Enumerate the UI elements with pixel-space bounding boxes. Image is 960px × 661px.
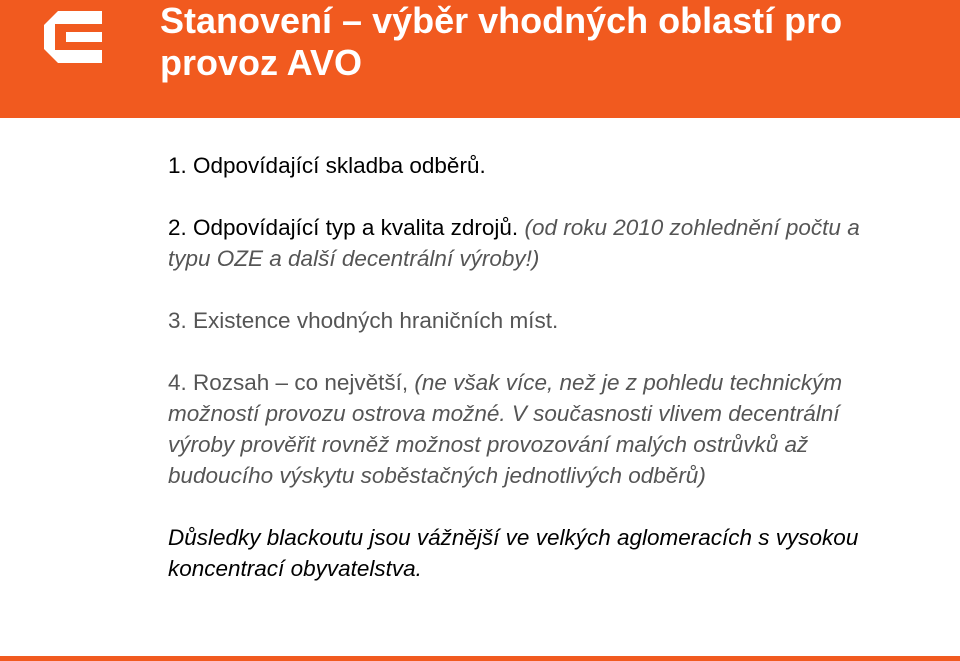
list-item-4-note: (ne však více, než je z pohledu technickým možností provozu ostrova možné. V současnosti vlivem decentrální výroby prověřit rovněž možnost provozování malých ostrůvků až budoucího výskytu soběstačných jednotlivých odběrů) xyxy=(168,370,843,488)
list-item-2-text: 2. Odpovídající typ a kvalita zdrojů. xyxy=(168,215,519,240)
list-item-2 xyxy=(168,212,908,274)
list-item-3: 3. Existence vhodných hraničních míst. xyxy=(168,308,559,333)
cez-logo-icon xyxy=(44,11,102,63)
header-bar xyxy=(0,0,960,118)
list-item-2-note: (od roku 2010 zohlednění počtu a typu OZE a další decentrální výroby!) xyxy=(168,215,860,271)
slide-content xyxy=(168,150,908,584)
slide-title: Stanovení – výběr vhodných oblastí pro provoz AVO xyxy=(160,0,843,83)
footer-divider xyxy=(0,656,960,661)
conclusion-text: Důsledky blackoutu jsou vážnější ve velkých aglomeracích s vysokou koncentrací obyvatelstva. xyxy=(168,525,859,581)
list-item-1: 1. Odpovídající skladba odběrů. xyxy=(168,153,486,178)
list-item-4-text: 4. Rozsah – co největší, xyxy=(168,370,409,395)
list-item-4 xyxy=(168,367,908,491)
